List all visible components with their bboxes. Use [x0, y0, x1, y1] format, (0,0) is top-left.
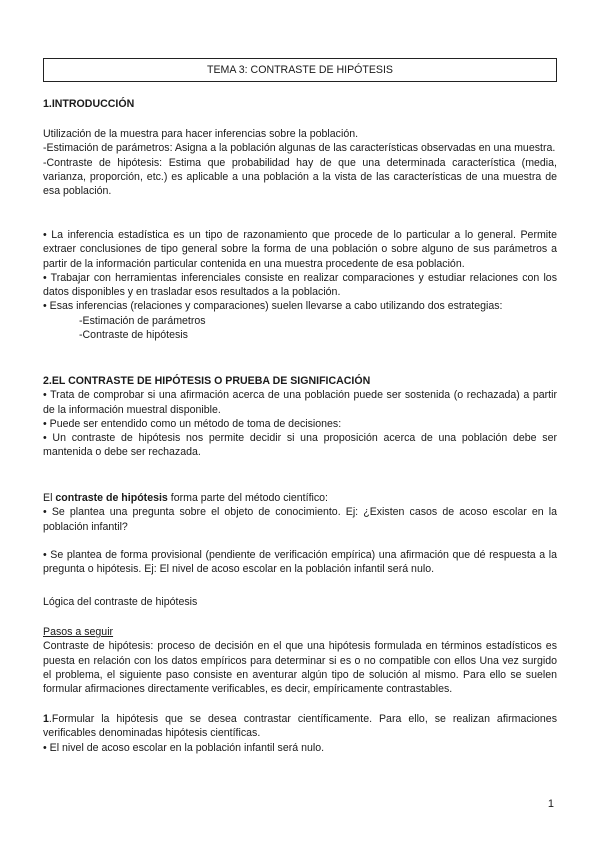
logic-heading [43, 595, 557, 609]
steps-section [43, 625, 557, 696]
bullet-item: • El nivel de acoso escolar en la población infantil será nulo. [43, 741, 325, 754]
step-number: 1 [43, 713, 49, 725]
intro-bullets [43, 228, 557, 342]
paragraph: -Contraste de hipótesis: Estima que probabilidad hay de que una determinada característica (media, varianza, proporción, etc.) es aplicable a una población a la vista de las características de una muestra de esa población. [43, 156, 557, 198]
section-introduction [43, 97, 557, 111]
text-run: El [43, 492, 56, 504]
text-run: .Formular la hipótesis que se desea contrastar científicamente. Para ello, se realizan afirmaciones verificables denominadas hipótesis científicas. [43, 713, 557, 740]
bullet-item: • Un contraste de hipótesis nos permite decidir si una proposición acerca de una población debe ser mantenida o debe ser rechazada. [43, 432, 557, 459]
logic-line: Lógica del contraste de hipótesis [43, 596, 198, 608]
bullet-item: • Se plantea una pregunta sobre el objeto de conocimiento. Ej: ¿Existen casos de acoso escolar en la población infantil? [43, 506, 557, 533]
bold-term: contraste de hipótesis [55, 492, 168, 504]
bullet-item: • Esas inferencias (relaciones y comparaciones) suelen llevarse a cabo utilizando dos estrategias: [43, 300, 503, 313]
bullet-item: • Trata de comprobar si una afirmación acerca de una población puede ser sostenida (o rechazada) a partir de la información muestral disponible. [43, 389, 557, 416]
indented-item: -Estimación de parámetros [79, 314, 206, 327]
indented-item: -Contraste de hipótesis [79, 329, 188, 342]
paragraph: Contraste de hipótesis: proceso de decisión en el que una hipótesis formulada en términos estadísticos es puesta en relación con los datos empíricos para determinar si es o no compatible con ellos Una vez surgido el problema, el siguiente paso consiste en aventurar algún tipo de solución al mismo. Para ello se suelen formular afirmaciones directamente verificables, es decir, empíricamente contrastables. [43, 640, 557, 696]
bullet-item: • Trabajar con herramientas inferenciales consiste en realizar comparaciones y estudiar relaciones con los datos disponibles y en trasladar esos resultados a la población. [43, 271, 557, 299]
bullet-item: • Se plantea de forma provisional (pendiente de verificación empírica) una afirmación que dé respuesta a la pregunta o hipótesis. Ej: El nivel de acoso escolar en la población infantil será nulo. [43, 549, 557, 576]
step-line [43, 712, 557, 741]
intro-definitions [43, 127, 557, 198]
scientific-method-2 [43, 548, 557, 577]
scientific-method [43, 491, 557, 534]
page-title: TEMA 3: CONTRASTE DE HIPÓTESIS [43, 58, 557, 82]
section-heading-hypothesis-test: 2.EL CONTRASTE DE HIPÓTESIS O PRUEBA DE SIGNIFICACIÓN [43, 375, 371, 387]
step-1 [43, 712, 557, 755]
steps-heading: Pasos a seguir [43, 626, 114, 638]
page-number: 1 [547, 798, 554, 810]
bullet-item: • La inferencia estadística es un tipo de razonamiento que procede de lo particular a lo general. Permite extraer conclusiones de tipo general sobre la forma de una población o sobre alguno de sus parámetros a partir de la información particular contenida en una muestra procedente de esa población. [43, 229, 557, 270]
text-run: forma parte del método científico: [167, 492, 328, 504]
section-heading-introduction: 1.INTRODUCCIÓN [43, 98, 135, 110]
section-hypothesis-test [43, 374, 557, 460]
paragraph: -Estimación de parámetros: Asigna a la población algunas de las características observadas en una muestra. [43, 142, 556, 155]
intro-line [43, 491, 557, 505]
bullet-item: • Puede ser entendido como un método de toma de decisiones: [43, 417, 342, 430]
paragraph: Utilización de la muestra para hacer inferencias sobre la población. [43, 128, 359, 140]
